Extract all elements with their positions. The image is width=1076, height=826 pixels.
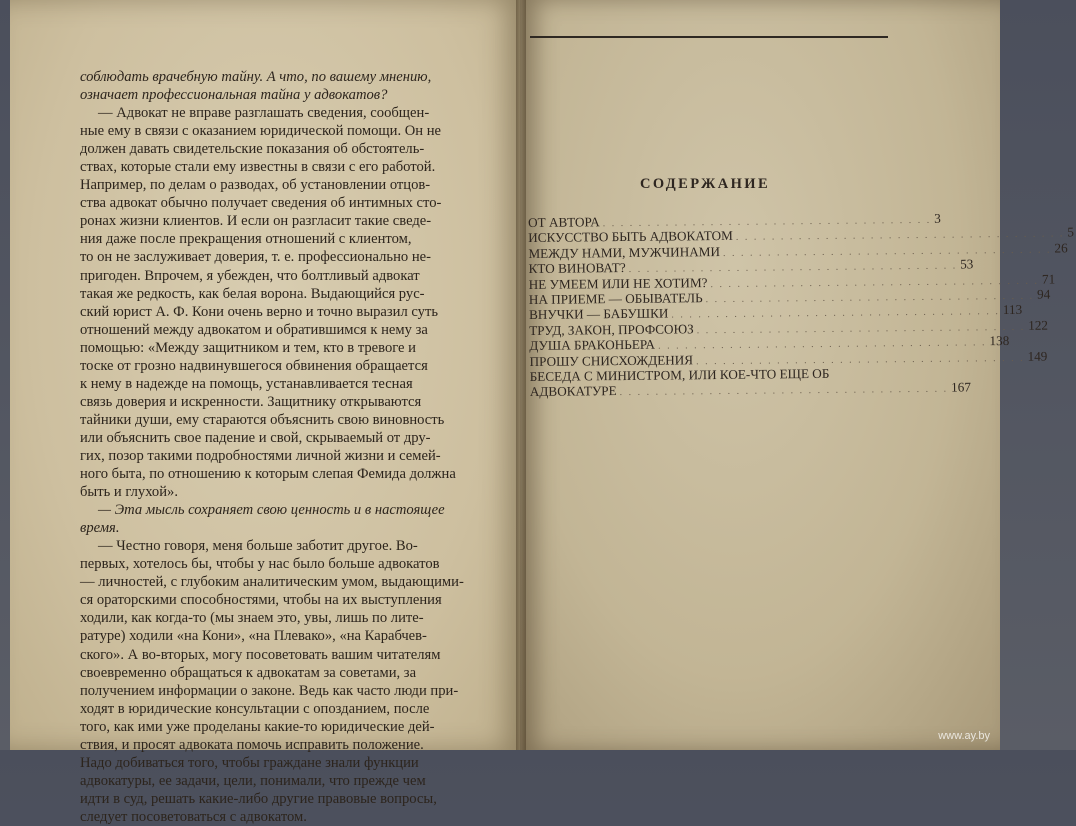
- text-line: означает профессиональная тайна у адвокатов?: [80, 86, 510, 104]
- toc-entry: [528, 242, 894, 261]
- toc-entry-title: НЕ УМЕЕМ ИЛИ НЕ ХОТИМ?: [529, 275, 708, 292]
- text-line: ходят в юридические консультации с опозданием, после: [80, 700, 510, 718]
- toc-entry-title: ДУША БРАКОНЬЕРА: [529, 337, 655, 354]
- toc-leader-dots: . . . . . . . . . . . . . . . . . . . . . . . . . . . . . . . . . . . . .: [671, 304, 1000, 323]
- toc-entry: [528, 257, 894, 276]
- toc-entry-title: ПРОШУ СНИСХОЖДЕНИЯ: [529, 352, 693, 369]
- toc-leader-dots: . . . . . . . . . . . . . . . . . . . . . . . . . . . . . . . . . . . . .: [658, 335, 987, 354]
- text-line: должен давать свидетельские показания об обстоятель-: [80, 140, 510, 158]
- text-line: следует посоветоваться с адвокатом.: [80, 808, 510, 826]
- text-line: получением информации о законе. Ведь как часто люди при-: [80, 682, 510, 700]
- book-gutter: [516, 0, 526, 750]
- text-line: ства адвокат обычно получает сведения об интимных сто-: [80, 194, 510, 212]
- toc-entry-title: ИСКУССТВО БЫТЬ АДВОКАТОМ: [528, 228, 733, 246]
- toc-page-number: 3: [934, 211, 941, 226]
- text-line: адвокатуры, ее задачи, цели, понимали, что прежде чем: [80, 772, 510, 790]
- toc-entry-title: МЕЖДУ НАМИ, МУЖЧИНАМИ: [528, 244, 720, 261]
- text-line: Например, по делам о разводах, об установлении отцов-: [80, 176, 510, 194]
- text-line: тайники души, ему стараются объяснить свою виновность: [80, 411, 510, 429]
- toc-leader-dots: . . . . . . . . . . . . . . . . . . . . . . . . . . . . . . . . . . . . .: [736, 227, 1065, 246]
- toc-entry-title: ОТ АВТОРА: [528, 214, 600, 230]
- toc-page-number: 149: [1027, 348, 1047, 364]
- text-line: пригоден. Впрочем, я убежден, что болтливый адвокат: [80, 267, 510, 285]
- toc-leader-dots: . . . . . . . . . . . . . . . . . . . . . . . . . . . . . . . . . . . . .: [696, 350, 1025, 369]
- toc-entry-title: БЕСЕДА С МИНИСТРОМ, ИЛИ КОЕ-ЧТО ЕЩЕ ОБ: [530, 366, 830, 385]
- text-line: ного быта, по отношению к которым слепая Фемида должна: [80, 465, 510, 483]
- toc-entry-title: НА ПРИЕМЕ — ОБЫВАТЕЛЬ: [529, 290, 703, 307]
- toc-leader-dots: . . . . . . . . . . . . . . . . . . . . . . . . . . . . . . . . . . . . .: [697, 320, 1026, 339]
- text-line: — Адвокат не вправе разглашать сведения, сообщен-: [80, 104, 510, 122]
- watermark: www.ay.by: [938, 730, 990, 742]
- toc-entry-title: АДВОКАТУРЕ: [530, 383, 617, 399]
- text-line: помощью: «Между защитником и тем, кто в тревоге и: [80, 339, 510, 357]
- toc-page-number: 94: [1037, 286, 1050, 302]
- text-line: Надо добиваться того, чтобы граждане знали функции: [80, 754, 510, 772]
- text-line: отношений между адвокатом и обратившимся к нему за: [80, 321, 510, 339]
- text-line: такая же редкость, как белая ворона. Выдающийся рус-: [80, 285, 510, 303]
- text-line: идти в суд, решать какие-либо другие правовые вопросы,: [80, 790, 510, 808]
- toc-leader-dots: . . . . . . . . . . . . . . . . . . . . . . . . . . . . . . . . . . . . .: [629, 259, 958, 278]
- text-line: ствия, и просят адвоката помочь исправить положение.: [80, 736, 510, 754]
- toc-page-number: 167: [951, 380, 971, 396]
- text-line: — личностей, с глубоким аналитическим умом, выдающими-: [80, 573, 510, 591]
- text-line: ратуре) ходили «на Кони», «на Плевако», «на Карабчев-: [80, 627, 510, 645]
- text-line: гих, позор такими подробностями личной жизни и семей-: [80, 447, 510, 465]
- text-line: ского». А во-вторых, могу посоветовать вашим читателям: [80, 646, 510, 664]
- text-line: — Честно говоря, меня больше заботит другое. Во-: [80, 537, 510, 555]
- text-line: ронах жизни клиентов. И если он разгласит такие сведе-: [80, 212, 510, 230]
- toc-page-number: 53: [960, 257, 973, 273]
- header-rule: [530, 36, 888, 38]
- toc-page-number: 5: [1067, 225, 1074, 240]
- toc-leader-dots: . . . . . . . . . . . . . . . . . . . . . . . . . . . . . . . . . . . . .: [620, 382, 949, 401]
- text-line: ствах, которые стали ему известны в связи с его работой.: [80, 158, 510, 176]
- text-line: к нему в надежде на помощь, устанавливается тесная: [80, 375, 510, 393]
- toc-page-number: 122: [1028, 317, 1048, 333]
- toc-entry: [530, 380, 896, 399]
- text-line: или объяснить свое падение и свой, скрываемый от дру-: [80, 429, 510, 447]
- text-line: ные ему в связи с оказанием юридической помощи. Он не: [80, 122, 510, 140]
- toc-leader-dots: . . . . . . . . . . . . . . . . . . . . . . . . . . . . . . . . . . . . .: [710, 273, 1039, 292]
- text-line: ходили, как когда-то (мы знаем это, увы, лишь по лите-: [80, 609, 510, 627]
- toc-entry-title: КТО ВИНОВАТ?: [528, 260, 625, 276]
- text-line: того, как ими уже проделаны какие-то юридические дей-: [80, 718, 510, 736]
- left-page-text: [80, 68, 510, 826]
- text-line: связь доверия и искренности. Защитнику открываются: [80, 393, 510, 411]
- text-line: — Эта мысль сохраняет свою ценность и в настоящее: [80, 501, 510, 519]
- text-line: первых, хотелось бы, чтобы у нас было больше адвокатов: [80, 555, 510, 573]
- toc-page-number: 71: [1042, 271, 1055, 287]
- toc-leader-dots: . . . . . . . . . . . . . . . . . . . . . . . . . . . . . . . . . . . . .: [723, 242, 1052, 261]
- text-line: ния даже после прекращения отношений с клиентом,: [80, 230, 510, 248]
- text-line: ся ораторскими способностями, чтобы на их выступления: [80, 591, 510, 609]
- text-line: соблюдать врачебную тайну. А что, по вашему мнению,: [80, 68, 510, 86]
- toc-title: СОДЕРЖАНИЕ: [520, 176, 890, 193]
- text-line: время.: [80, 519, 510, 537]
- table-of-contents: [528, 211, 896, 400]
- toc-page-number: 138: [989, 333, 1009, 349]
- toc-leader-dots: . . . . . . . . . . . . . . . . . . . . . . . . . . . . . . . . . . . . .: [706, 289, 1035, 308]
- text-line: быть и глухой».: [80, 483, 510, 501]
- text-line: ский юрист А. Ф. Кони очень верно и точно выразил суть: [80, 303, 510, 321]
- toc-entry-title: ВНУЧКИ — БАБУШКИ: [529, 306, 668, 323]
- text-line: своевременно обращаться к адвокатам за советами, за: [80, 664, 510, 682]
- toc-page-number: 26: [1054, 240, 1067, 256]
- toc-entry-title: ТРУД, ЗАКОН, ПРОФСОЮЗ: [529, 321, 694, 338]
- toc-page-number: 113: [1003, 302, 1022, 318]
- text-line: тоске от грозно надвинувшегося обвинения обращается: [80, 357, 510, 375]
- text-line: то он не заслуживает доверия, т. е. профессионально не-: [80, 248, 510, 266]
- toc-leader-dots: . . . . . . . . . . . . . . . . . . . . . . . . . . . . . . . . . . . . .: [603, 213, 932, 232]
